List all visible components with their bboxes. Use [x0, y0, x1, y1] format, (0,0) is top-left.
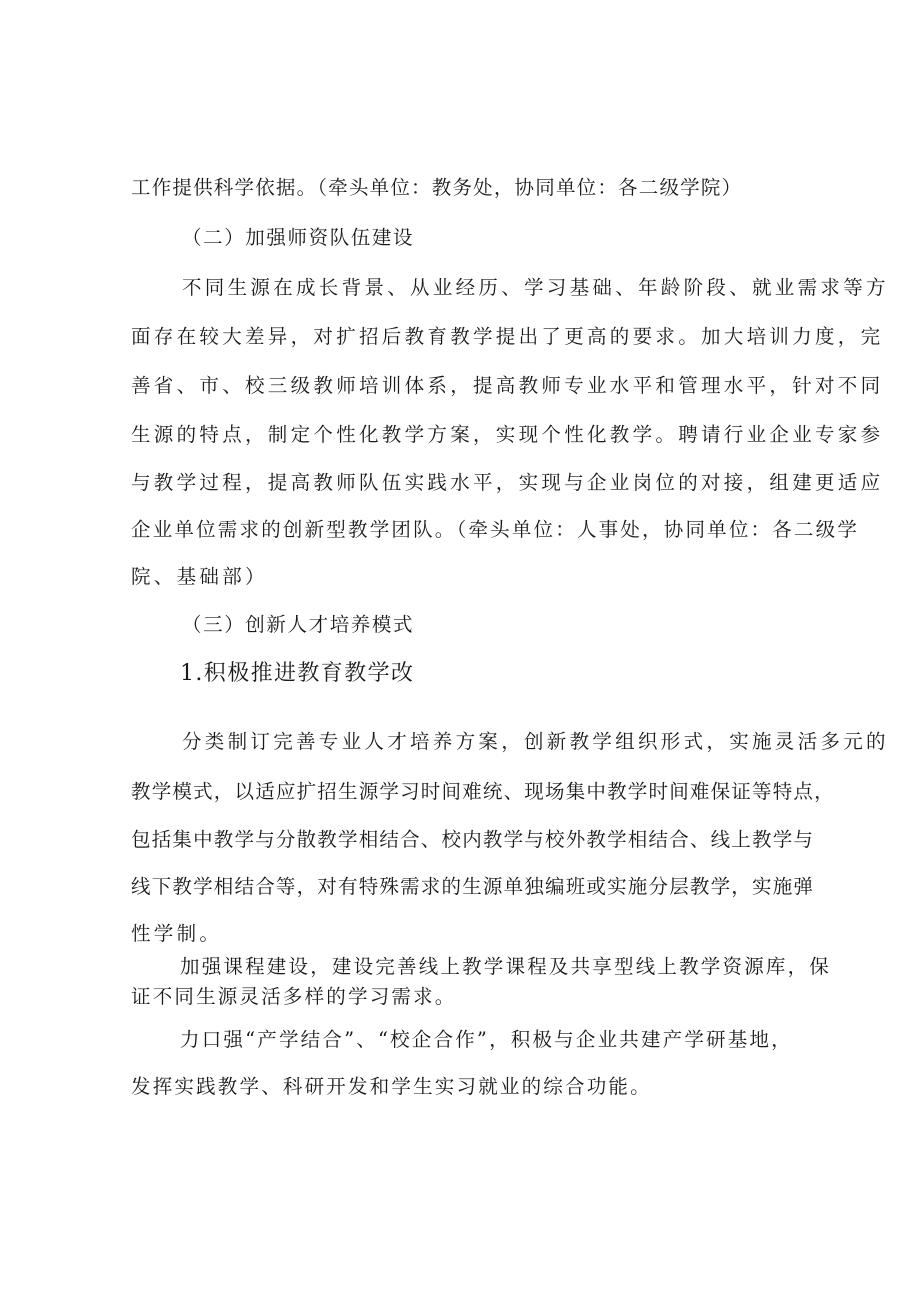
paragraph-line: 企业单位需求的创新型教学团队。（牵头单位：人事处，协同单位：各二级学: [131, 518, 860, 541]
paragraph-line: 不同生源在成长背景、从业经历、学习基础、年龄阶段、就业需求等方: [182, 276, 889, 299]
paragraph-line: 教学模式，以适应扩招生源学习时间难统、现场集中教学时间难保证等特点，: [131, 780, 835, 803]
paragraph-line: 面存在较大差异，对扩招后教育教学提出了更高的要求。加大培训力度，完: [131, 325, 884, 348]
paragraph-line: 善省、市、校三级教师培训体系，提高教师专业水平和管理水平，针对不同: [131, 374, 884, 397]
paragraph-line: 性学制。: [131, 922, 223, 945]
paragraph-line: 分类制订完善专业人才培养方案，创新教学组织形式，实施灵活多元的: [182, 730, 889, 753]
paragraph-line: 加强课程建设，建设完善线上教学课程及共享型线上教学资源库，保: [180, 955, 832, 978]
paragraph-line: 包括集中教学与分散教学相结合、校内教学与校外教学相结合、线上教学与: [131, 828, 815, 851]
paragraph-line: 线下教学相结合等，对有特殊需求的生源单独编班或实施分层教学，实施弹: [131, 875, 815, 898]
section-heading-2: （二）加强师资队伍建设: [182, 226, 415, 249]
paragraph-line: 发挥实践教学、科研开发和学生实习就业的综合功能。: [131, 1075, 652, 1098]
paragraph-line: 工作提供科学依据。（牵头单位：教务处，协同单位：各二级学院）: [131, 176, 743, 199]
paragraph-line: 证不同生源灵活多样的学习需求。: [131, 985, 457, 1008]
section-heading-3: （三）创新人才培养模式: [182, 613, 415, 636]
paragraph-line: 生源的特点，制定个性化教学方案，实现个性化教学。聘请行业企业专家参: [131, 423, 884, 446]
paragraph-line: 与教学过程，提高教师队伍实践水平，实现与企业岗位的对接，组建更适应: [131, 471, 884, 494]
subsection-heading: 1.积极推进教育教学改: [180, 661, 415, 686]
paragraph-line: 院、基础部）: [131, 565, 268, 588]
paragraph-line: 力口强“产学结合”、“校企合作”，积极与企业共建产学研基地，: [180, 1028, 793, 1051]
